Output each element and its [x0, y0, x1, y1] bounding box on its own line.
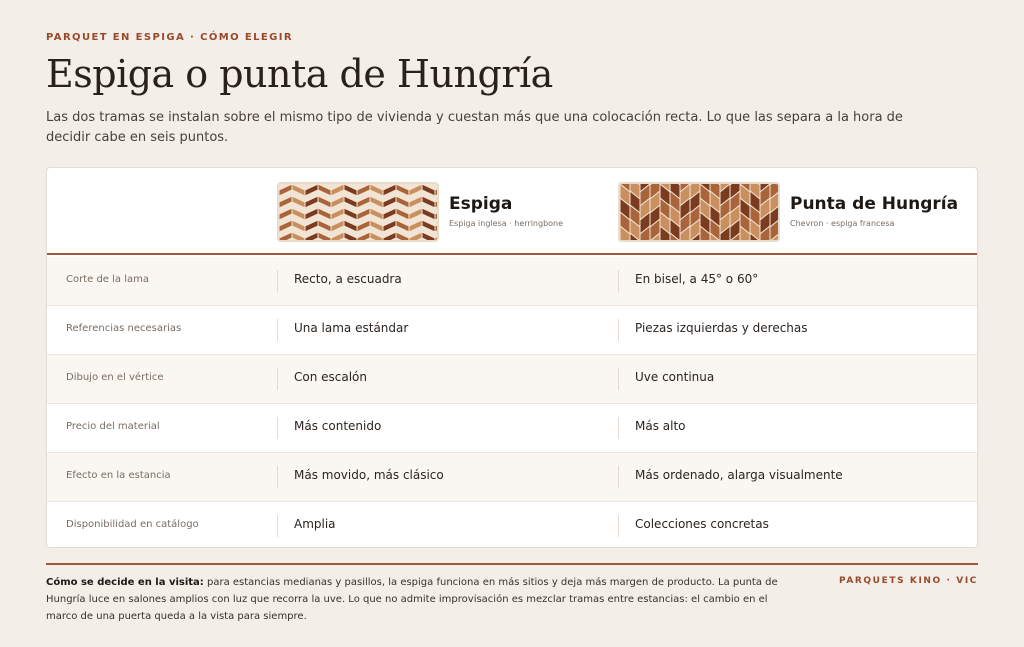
- footer-lead: Cómo se decide en la visita:: [46, 577, 204, 588]
- brand-name: PARQUETS KINO · VIC: [838, 576, 978, 586]
- chevron-pattern-icon: [620, 184, 778, 240]
- row-label: Efecto en la estancia: [66, 470, 171, 481]
- table-row: [47, 257, 977, 306]
- value-hungria: Colecciones concretas: [635, 517, 769, 531]
- table-row: [47, 404, 977, 453]
- value-espiga: Una lama estándar: [294, 321, 409, 335]
- value-hungria: Piezas izquierdas y derechas: [635, 321, 808, 335]
- table-row: [47, 502, 977, 548]
- row-label: Disponibilidad en catálogo: [66, 519, 199, 530]
- column-subtitle-hungria: Chevron · espiga francesa: [790, 219, 895, 228]
- table-row: [47, 453, 977, 502]
- herringbone-pattern-icon: [279, 184, 437, 240]
- footer-text: para estancias medianas y pasillos, la espiga funciona en más sitios y deja más margen de producto. La punta de Hungría luce en salones amplios con luz que recorra la uve. Lo que no admite improvisación es mezclar tramas entre estancias: el cambio en el marco de una puerta queda a la vista para siempre.: [46, 577, 778, 622]
- row-label: Referencias necesarias: [66, 323, 182, 334]
- row-label: Dibujo en el vértice: [66, 372, 164, 383]
- table-header: [47, 168, 977, 255]
- footer-note: [46, 574, 796, 625]
- column-title-hungria: Punta de Hungría: [790, 194, 959, 214]
- page-title: Espiga o punta de Hungría: [46, 52, 553, 96]
- intro-text: Las dos tramas se instalan sobre el mismo tipo de vivienda y cuestan más que una colocación recta. Lo que las separa a la hora de decidir cabe en seis puntos.: [46, 110, 903, 145]
- column-title-espiga: Espiga: [449, 194, 513, 214]
- footer-divider: [46, 563, 978, 565]
- row-label: Precio del material: [66, 421, 160, 432]
- value-espiga: Con escalón: [294, 370, 368, 384]
- eyebrow: PARQUET EN ESPIGA · CÓMO ELEGIR: [46, 32, 293, 43]
- value-hungria: Más ordenado, alarga visualmente: [635, 468, 843, 482]
- value-hungria: Más alto: [635, 419, 686, 433]
- value-hungria: Uve continua: [635, 370, 715, 384]
- comparison-table: [46, 167, 978, 548]
- row-label: Corte de la lama: [66, 274, 150, 285]
- table-row: [47, 355, 977, 404]
- table-row: [47, 306, 977, 355]
- value-espiga: Más contenido: [294, 419, 382, 433]
- column-subtitle-espiga: Espiga inglesa · herringbone: [449, 219, 564, 228]
- value-espiga: Más movido, más clásico: [294, 468, 444, 482]
- value-hungria: En bisel, a 45° o 60°: [635, 272, 759, 286]
- value-espiga: Amplia: [294, 517, 336, 531]
- value-espiga: Recto, a escuadra: [294, 272, 402, 286]
